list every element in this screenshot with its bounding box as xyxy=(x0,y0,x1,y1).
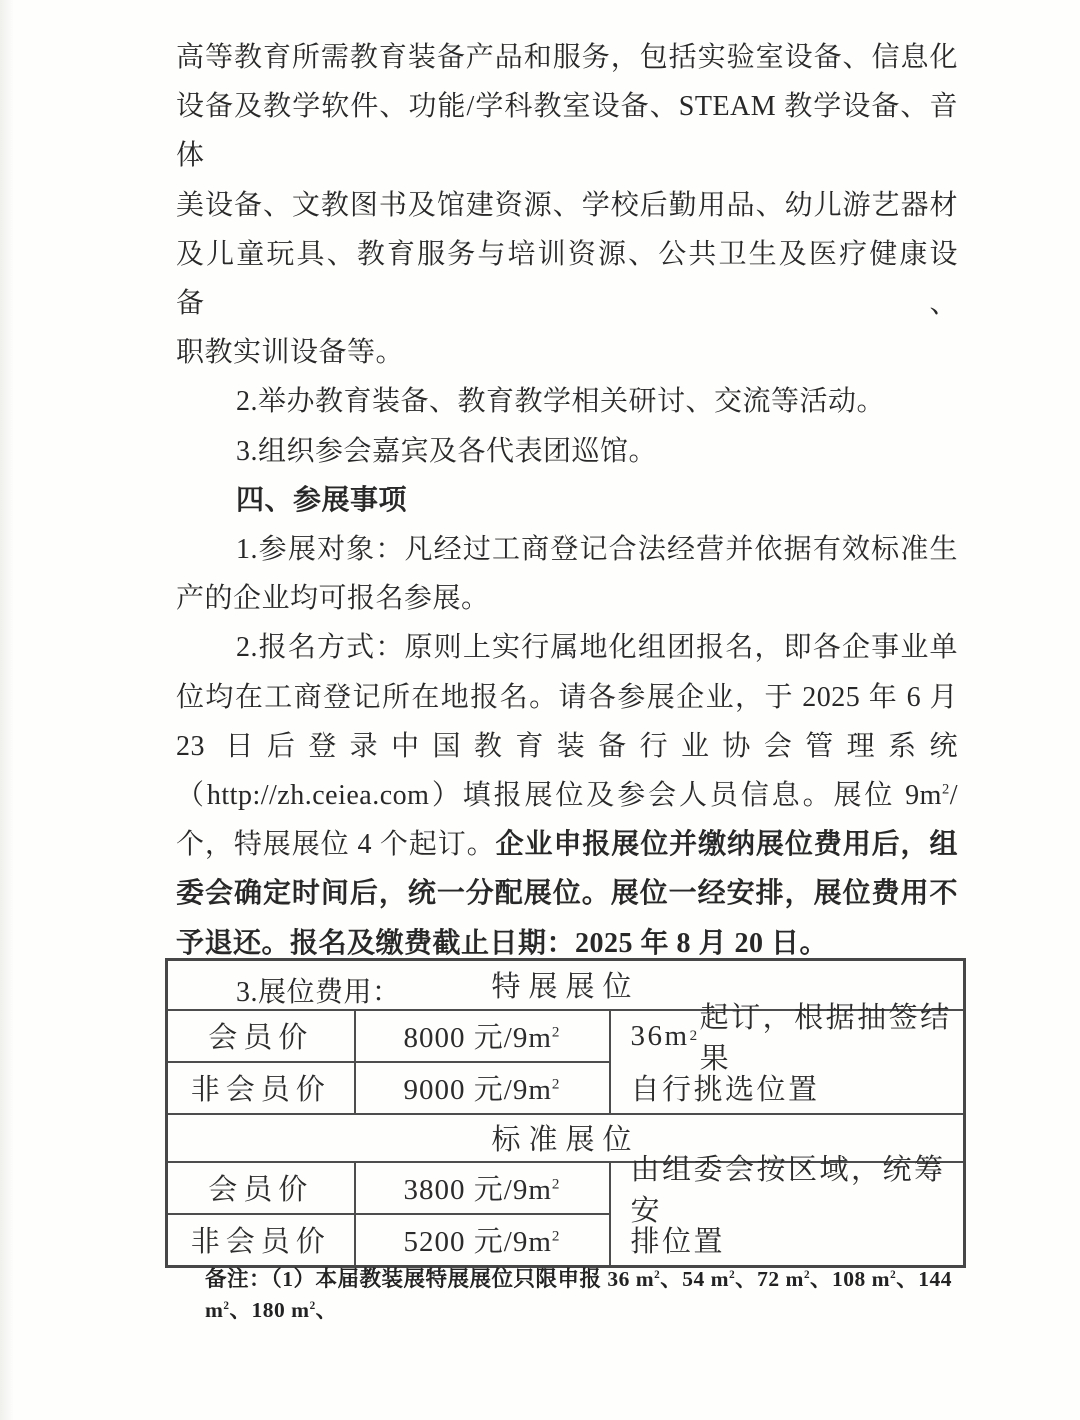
scan-edge-shadow xyxy=(0,0,14,1420)
registration-line5-normal: 个，特展展位 4 个起订。 xyxy=(176,829,496,861)
superscript-2: 2 xyxy=(890,1268,897,1281)
special-note-line1: 36m 2 起订，根据抽签结果 xyxy=(631,1011,964,1062)
standard-member-price xyxy=(355,1162,610,1214)
standard-booth-header: 标准展位 xyxy=(167,1114,965,1162)
registration-line4-tail: / xyxy=(949,780,958,812)
footnote-text: 备注：（1）本届教装展特展展位只限申报 36 m xyxy=(205,1267,655,1291)
paragraph1-line5: 职教实训设备等。 xyxy=(176,337,405,369)
superscript-2: 2 xyxy=(941,781,950,798)
registration-url-text: （http://zh.ceiea.com）填报展位及参会人员信息。展位 9m xyxy=(176,780,942,812)
standard-note-line2: 排位置 xyxy=(630,1225,726,1258)
special-member-label: 会员价 xyxy=(167,1010,355,1062)
superscript-2: 2 xyxy=(729,1268,736,1281)
registration-line3: 23 日后登录中国教育装备行业协会管理系统 xyxy=(176,730,958,762)
registration-line5-bold: 企业申报展位并缴纳展位费用后，组 xyxy=(495,829,958,861)
special-booth-header: 特展展位 xyxy=(167,960,965,1010)
note-text: 起订，根据抽签结果 xyxy=(699,1002,952,1075)
footnote-text: 、180 m xyxy=(229,1298,310,1322)
footnote-text: 、54 m xyxy=(660,1267,730,1291)
exhibitors-line1: 1.参展对象：凡经过工商登记合法经营并依据有效标准生 xyxy=(236,534,958,566)
paragraph1-line1: 高等教育所需教育装备产品和服务，包括实验室设备、信息化 xyxy=(176,42,958,73)
special-booth-note xyxy=(610,1002,965,1114)
footnote-text: 、144 m xyxy=(205,1267,952,1322)
standard-member-label: 会员价 xyxy=(167,1162,355,1214)
special-nonmember-price xyxy=(355,1062,610,1114)
paragraph1-line2: 设备及教学软件、功能/学科教室设备、STEAM 教学设备、音体 xyxy=(176,91,958,172)
special-nonmember-label: 非会员价 xyxy=(167,1062,355,1114)
standard-booth-note xyxy=(610,1154,965,1267)
price-text: 9000 元/9m xyxy=(403,1074,552,1106)
table-row-special-member xyxy=(167,1010,965,1062)
superscript-2: 2 xyxy=(551,1228,561,1245)
standard-nonmember-label: 非会员价 xyxy=(167,1214,355,1266)
exhibitors-line2: 产的企业均可报名参展。 xyxy=(176,583,490,615)
superscript-2: 2 xyxy=(309,1299,316,1312)
registration-line7: 予退还。报名及缴费截止日期：2025 年 8 月 20 日。 xyxy=(176,927,829,959)
registration-line1: 2.报名方式：原则上实行属地化组团报名，即各企事业单 xyxy=(236,632,958,664)
section4-heading: 四、参展事项 xyxy=(236,484,408,516)
superscript-2: 2 xyxy=(551,1076,561,1093)
price-text: 8000 元/9m xyxy=(403,1022,552,1054)
paragraph1-line3: 美设备、文教图书及馆建资源、学校后勤用品、幼儿游艺器材 xyxy=(176,189,958,221)
superscript-2: 2 xyxy=(223,1299,230,1312)
special-note-line2: 自行挑选位置 xyxy=(630,1073,820,1106)
booth-fee-table xyxy=(165,958,966,1268)
price-text: 5200 元/9m xyxy=(403,1226,552,1259)
table-footnote xyxy=(205,1262,975,1324)
footnote-text: 、108 m xyxy=(810,1267,891,1291)
fees-label: 3.展位费用： xyxy=(236,976,401,1008)
price-text: 3800 元/9m xyxy=(403,1174,552,1207)
special-member-price xyxy=(355,1010,610,1062)
registration-line2: 位均在工商登记所在地报名。请各参展企业，于 2025 年 6 月 xyxy=(176,681,958,713)
superscript-2: 2 xyxy=(803,1268,811,1281)
footnote-text: 、 xyxy=(315,1298,338,1322)
table-row-standard-member xyxy=(167,1162,965,1214)
superscript-2: 2 xyxy=(654,1268,661,1281)
document-body xyxy=(176,33,958,1017)
standard-nonmember-price xyxy=(355,1214,610,1266)
superscript-2: 2 xyxy=(551,1176,561,1193)
paragraph1-line4: 及儿童玩具、教育服务与培训资源、公共卫生及医疗健康设备、 xyxy=(176,238,958,320)
list-item-2: 2.举办教育装备、教育教学相关研讨、交流等活动。 xyxy=(236,386,886,418)
list-item-3: 3.组织参会嘉宾及各代表团巡馆。 xyxy=(236,435,658,467)
registration-line6: 委会确定时间后，统一分配展位。展位一经安排，展位费用不 xyxy=(176,878,958,910)
registration-line4 xyxy=(176,771,958,820)
standard-note-line1: 由组委会按区域，统筹安 xyxy=(630,1154,946,1227)
note-area-text: 36m xyxy=(630,1019,690,1052)
registration-line5 xyxy=(176,820,958,869)
footnote-text: 、72 m xyxy=(735,1267,804,1291)
superscript-2: 2 xyxy=(551,1024,561,1041)
